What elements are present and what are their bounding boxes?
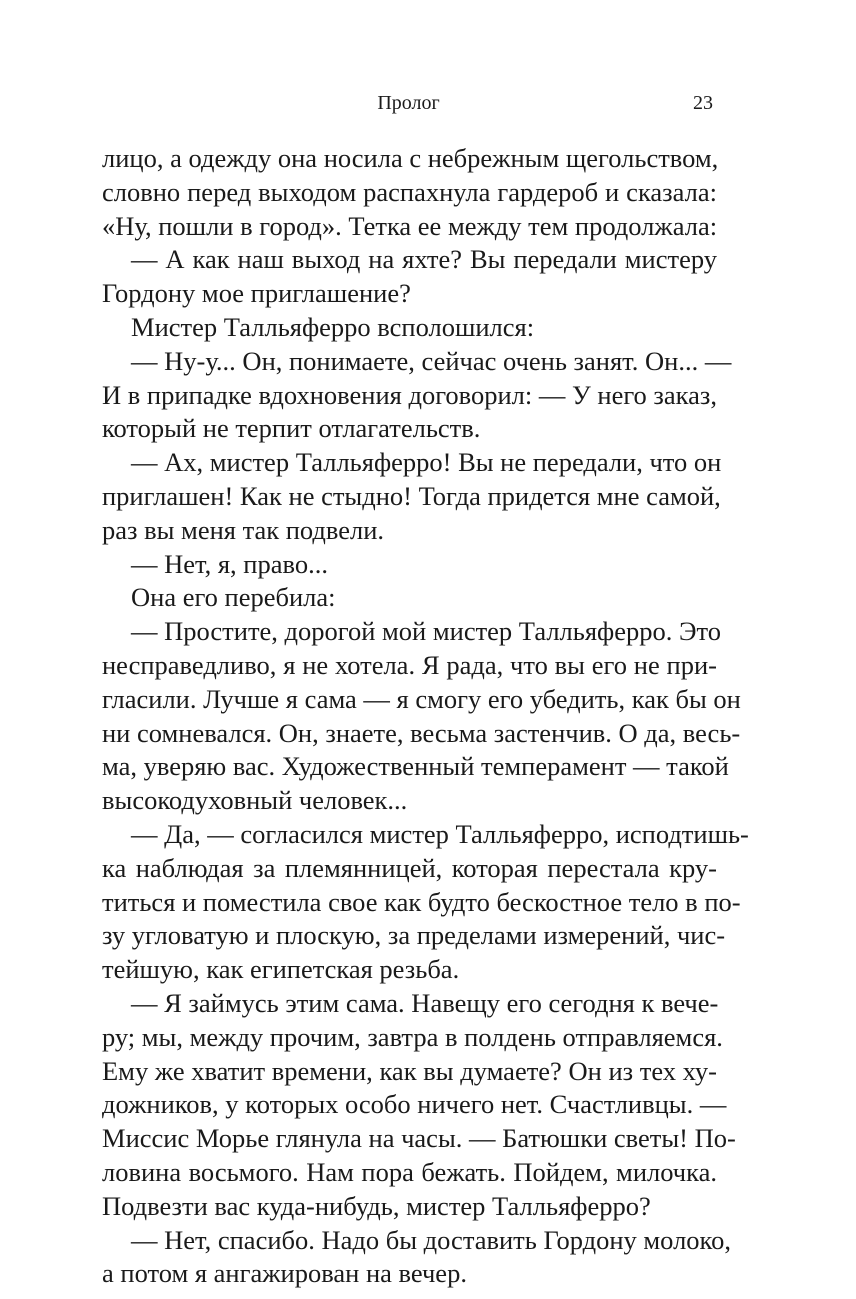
text-line: — Простите, дорогой мой мистер Талльяферро. Это <box>131 616 721 647</box>
text-line: титься и поместила свое как будто бескостное тело в по- <box>102 886 741 917</box>
text-line: — Нет, я, право... <box>131 548 328 579</box>
text-line: словно перед выходом распахнула гардероб и сказала: <box>102 176 717 207</box>
text-line: тейшую, как египетская резьба. <box>102 954 460 985</box>
text-line: ма, уверяю вас. Художественный темперамент — такой <box>102 751 729 782</box>
text-line: несправедливо, я не хотела. Я рада, что вы его не при- <box>102 649 717 680</box>
text-line: раз вы меня так подвели. <box>102 514 385 545</box>
text-line: приглашен! Как не стыдно! Тогда придется мне самой, <box>102 480 721 511</box>
text-line: Она его перебила: <box>131 582 336 613</box>
text-line: Мистер Талльяферро всполошился: <box>131 311 535 342</box>
page-number: 23 <box>693 92 713 114</box>
text-line: — Я займусь этим сама. Навещу его сегодня к вече- <box>131 987 719 1018</box>
text-line: лицо, а одежду она носила с небрежным щегольством, <box>102 143 719 173</box>
text-line: И в припадке вдохновения договорил: — У него заказ, <box>102 379 717 410</box>
text-line: зу угловатую и плоскую, за пределами измерений, чис- <box>102 920 726 951</box>
body-text <box>102 142 749 1291</box>
text-line: ни сомневался. Он, знаете, весьма застенчив. О да, весь- <box>102 717 741 748</box>
chapter-title: Пролог <box>377 92 440 114</box>
text-line: Подвезти вас куда-нибудь, мистер Талльяферро? <box>102 1190 651 1221</box>
text-line: Гордону мое приглашение? <box>102 278 411 309</box>
text-line: ру; мы, между прочим, завтра в полдень отправляемся. <box>102 1021 723 1052</box>
text-line: ка наблюдая за племянницей, которая перестала кру- <box>102 852 717 883</box>
text-line: — Ну-у... Он, понимаете, сейчас очень занят. Он... — <box>131 345 732 376</box>
text-line: — Да, — согласился мистер Талльяферро, исподтишь- <box>131 818 749 849</box>
text-line: высокодуховный человек... <box>102 785 408 816</box>
text-line: а потом я ангажирован на вечер. <box>102 1258 467 1289</box>
text-line: Ему же хватит времени, как вы думаете? Он из тех ху- <box>102 1055 717 1086</box>
text-line: гласили. Лучше я сама — я смогу его убедить, как бы он <box>102 683 741 714</box>
text-line: — Ах, мистер Талльяферро! Вы не передали, что он <box>131 447 722 478</box>
text-line: который не терпит отлагательств. <box>102 413 481 444</box>
text-line: ловина восьмого. Нам пора бежать. Пойдем, милочка. <box>102 1156 717 1187</box>
text-line: — Нет, спасибо. Надо бы доставить Гордону молоко, <box>131 1224 731 1255</box>
text-line: Миссис Морье глянула на часы. — Батюшки светы! По- <box>102 1123 736 1154</box>
text-line: «Ну, пошли в город». Тетка ее между тем продолжала: <box>102 210 718 241</box>
text-line: — А как наш выход на яхте? Вы передали мистеру <box>131 244 717 275</box>
text-line: дожников, у которых особо ничего нет. Счастливцы. — <box>102 1089 727 1120</box>
running-head <box>102 88 715 118</box>
